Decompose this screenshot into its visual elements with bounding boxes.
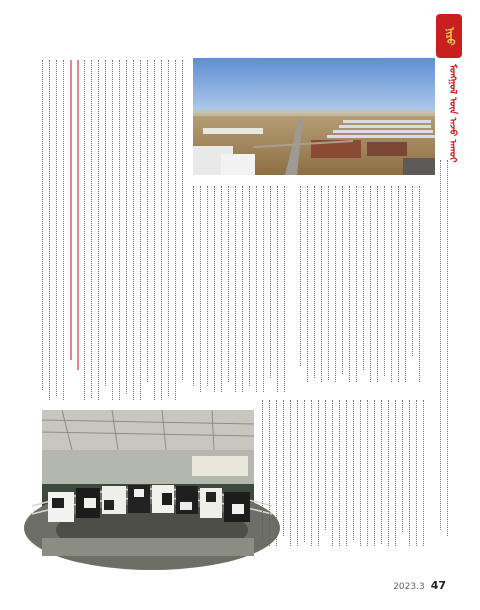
text-block-lower-right [262, 400, 432, 550]
section-tab-label: ᠨᠢᠷᠤ [444, 26, 455, 46]
page-footer [393, 579, 446, 592]
dairy-milking-image [42, 410, 254, 556]
text-block-far-right [440, 160, 454, 540]
text-block-middle [193, 186, 293, 396]
issue-label: 2023.3 [393, 582, 425, 592]
farm-aerial-image [193, 58, 435, 175]
farm-aerial-photo [193, 58, 435, 175]
section-title: ᠮᠣᠩᠭᠣᠯ ᠦᠨ ᠠᠵᠤ ᠠᠬᠤᠢ [447, 64, 458, 163]
dairy-milking-photo [42, 410, 254, 556]
text-block-left [42, 60, 187, 405]
section-tab [436, 14, 462, 58]
page-number: 47 [430, 579, 446, 592]
text-block-right [300, 186, 422, 386]
